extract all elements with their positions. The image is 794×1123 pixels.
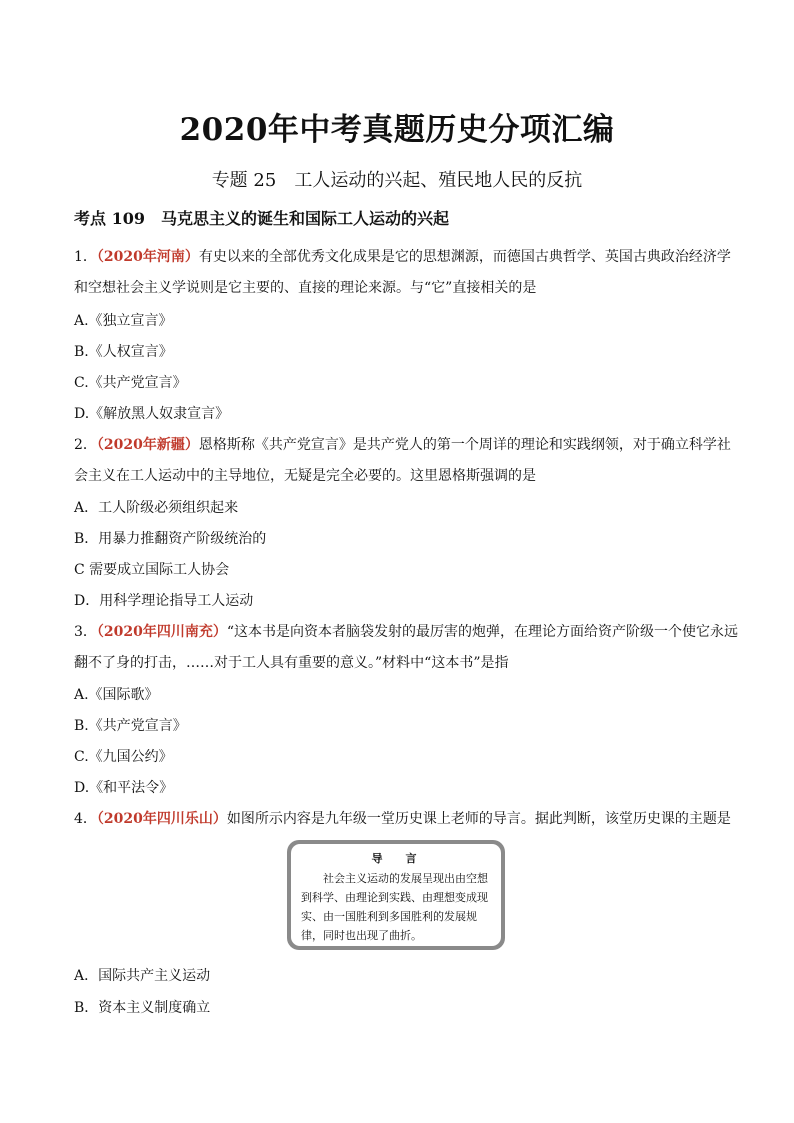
question-2-stem (74, 434, 731, 454)
question-1-stem (74, 246, 731, 266)
question-text: 如图所示内容是九年级一堂历史课上老师的导言。据此判断，该堂历史课的主题是 (226, 811, 731, 827)
question-source: （2020年四川乐山） (96, 811, 227, 827)
introduction-figure (287, 840, 505, 950)
question-number: 2． (74, 437, 97, 453)
document-subtitle: 专题 25 工人运动的兴起、殖民地人民的反抗 (211, 170, 583, 191)
option-c: C.《共产党宣言》 (74, 375, 187, 391)
question-number: 1． (74, 249, 97, 265)
option-a: A.《国际歌》 (74, 687, 159, 703)
question-1-stem-cont: 和空想社会主义学说则是它主要的、直接的理论来源。与“它”直接相关的是 (74, 280, 537, 296)
option-d: D.《和平法令》 (74, 780, 174, 796)
option-a: A．国际共产主义运动 (74, 968, 211, 984)
option-a: A．工人阶级必须组织起来 (74, 500, 239, 516)
option-b: B.《人权宣言》 (74, 344, 173, 360)
question-source: （2020年四川南充） (96, 624, 227, 640)
question-source: （2020年河南） (96, 249, 199, 265)
question-number: 3． (74, 624, 97, 640)
section-heading: 考点 109 马克思主义的诞生和国际工人运动的兴起 (74, 209, 449, 228)
question-text: 有史以来的全部优秀文化成果是它的思想渊源，而德国古典哲学、英国古典政治经济学 (198, 249, 731, 265)
option-d: D．用科学理论指导工人运动 (74, 593, 254, 609)
question-text: 恩格斯称《共产党宣言》是共产党人的第一个周详的理论和实践纲领，对于确立科学社 (198, 437, 731, 453)
question-3-stem-cont: 翻不了身的打击，……对于工人具有重要的意义。”材料中“这本书”是指 (74, 655, 509, 671)
option-b: B．资本主义制度确立 (74, 1000, 211, 1016)
question-4-stem (74, 808, 731, 828)
question-text: “这本书是向资本者脑袋发射的最厉害的炮弹，在理论方面给资产阶级一个使它永远 (226, 624, 739, 640)
figure-title: 导 言 (371, 852, 423, 865)
question-3-stem (74, 621, 738, 641)
introduction-figure-inner (291, 844, 501, 946)
document-title: 2020年中考真题历史分项汇编 (179, 112, 615, 148)
question-number: 4． (74, 811, 97, 827)
option-c: C 需要成立国际工人协会 (74, 562, 230, 578)
figure-text: 社会主义运动的发展呈现出由空想到科学、由理论到实践、由理想变成现实、由一国胜利到多国胜利的发展规律，同时也出现了曲折。 (301, 872, 488, 942)
option-c: C.《九国公约》 (74, 749, 173, 765)
option-b: B.《共产党宣言》 (74, 718, 187, 734)
question-source: （2020年新疆） (96, 437, 199, 453)
option-d: D.《解放黑人奴隶宣言》 (74, 406, 230, 422)
option-b: B．用暴力推翻资产阶级统治的 (74, 531, 267, 547)
option-a: A.《独立宣言》 (74, 313, 173, 329)
question-2-stem-cont: 会主义在工人运动中的主导地位，无疑是完全必要的。这里恩格斯强调的是 (74, 468, 536, 484)
